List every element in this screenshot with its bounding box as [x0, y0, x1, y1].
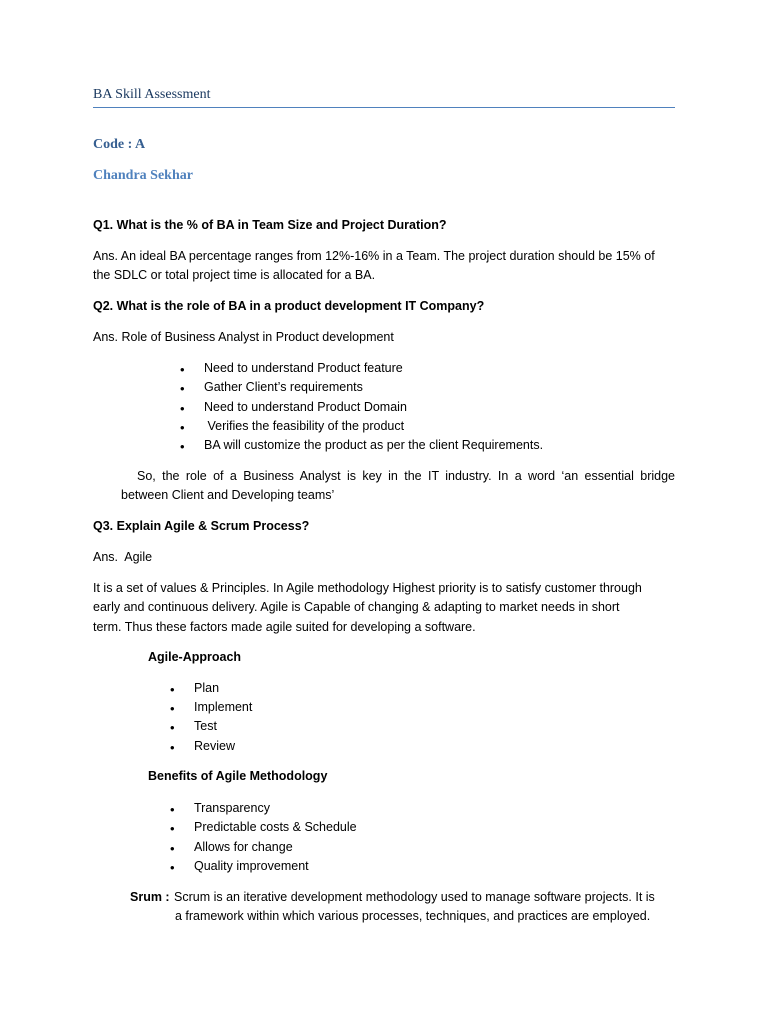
list-item-text: Test	[194, 719, 217, 733]
bullet-icon: •	[180, 381, 185, 396]
list-item-text: Need to understand Product Domain	[204, 400, 407, 414]
list-item-text: Allows for change	[194, 840, 293, 854]
question-1: Q1. What is the % of BA in Team Size and Project Duration?	[93, 218, 447, 232]
bullet-icon: •	[170, 841, 175, 856]
answer-2-summary-line: So, the role of a Business Analyst is key in the IT industry. In a word ‘an essential bridge	[137, 469, 675, 483]
bullet-icon: •	[170, 701, 175, 716]
agile-approach-heading: Agile-Approach	[148, 650, 242, 664]
bullet-icon: •	[170, 740, 175, 755]
bullet-icon: •	[180, 401, 185, 416]
title-underline	[93, 107, 675, 108]
bullet-icon: •	[180, 439, 185, 454]
bullet-icon: •	[170, 821, 175, 836]
bullet-icon: •	[180, 420, 185, 435]
list-item-text: Review	[194, 739, 235, 753]
agile-description-line: term. Thus these factors made agile suited for developing a software.	[93, 620, 476, 634]
answer-1-line: Ans. An ideal BA percentage ranges from 12%-16% in a Team. The project duration should be 15% of	[93, 249, 655, 263]
bullet-icon: •	[180, 362, 185, 377]
agile-benefits-heading: Benefits of Agile Methodology	[148, 769, 328, 783]
list-item-text: Implement	[194, 700, 253, 714]
scrum-description-line: a framework within which various processes, techniques, and practices are employed.	[175, 909, 651, 923]
document-code: Code : A	[93, 137, 146, 152]
scrum-description-line: Scrum is an iterative development methodology used to manage software projects. It is	[174, 890, 655, 904]
bullet-icon: •	[170, 860, 175, 875]
answer-2-intro: Ans. Role of Business Analyst in Product development	[93, 330, 394, 344]
bullet-icon: •	[170, 802, 175, 817]
scrum-label: Srum :	[130, 890, 170, 904]
list-item-text: BA will customize the product as per the client Requirements.	[204, 438, 544, 452]
answer-2-summary-line: between Client and Developing teams’	[121, 488, 335, 502]
question-3: Q3. Explain Agile & Scrum Process?	[93, 519, 310, 533]
document-title: BA Skill Assessment	[93, 87, 211, 102]
agile-description-line: early and continuous delivery. Agile is Capable of changing & adapting to market needs in short	[93, 600, 620, 614]
list-item-text: Plan	[194, 681, 220, 695]
author-name: Chandra Sekhar	[93, 168, 193, 183]
list-item-text: Verifies the feasibility of the product	[204, 419, 405, 433]
list-item-text: Gather Client’s requirements	[204, 380, 363, 394]
agile-description-line: It is a set of values & Principles. In Agile methodology Highest priority is to satisfy customer through	[93, 581, 642, 595]
bullet-icon: •	[170, 682, 175, 697]
list-item-text: Need to understand Product feature	[204, 361, 403, 375]
list-item-text: Quality improvement	[194, 859, 309, 873]
bullet-icon: •	[170, 720, 175, 735]
question-2: Q2. What is the role of BA in a product development IT Company?	[93, 299, 485, 313]
list-item-text: Transparency	[194, 801, 270, 815]
answer-1-line: the SDLC or total project time is allocated for a BA.	[93, 268, 376, 282]
answer-3-intro: Ans. Agile	[93, 550, 153, 564]
list-item-text: Predictable costs & Schedule	[194, 820, 357, 834]
